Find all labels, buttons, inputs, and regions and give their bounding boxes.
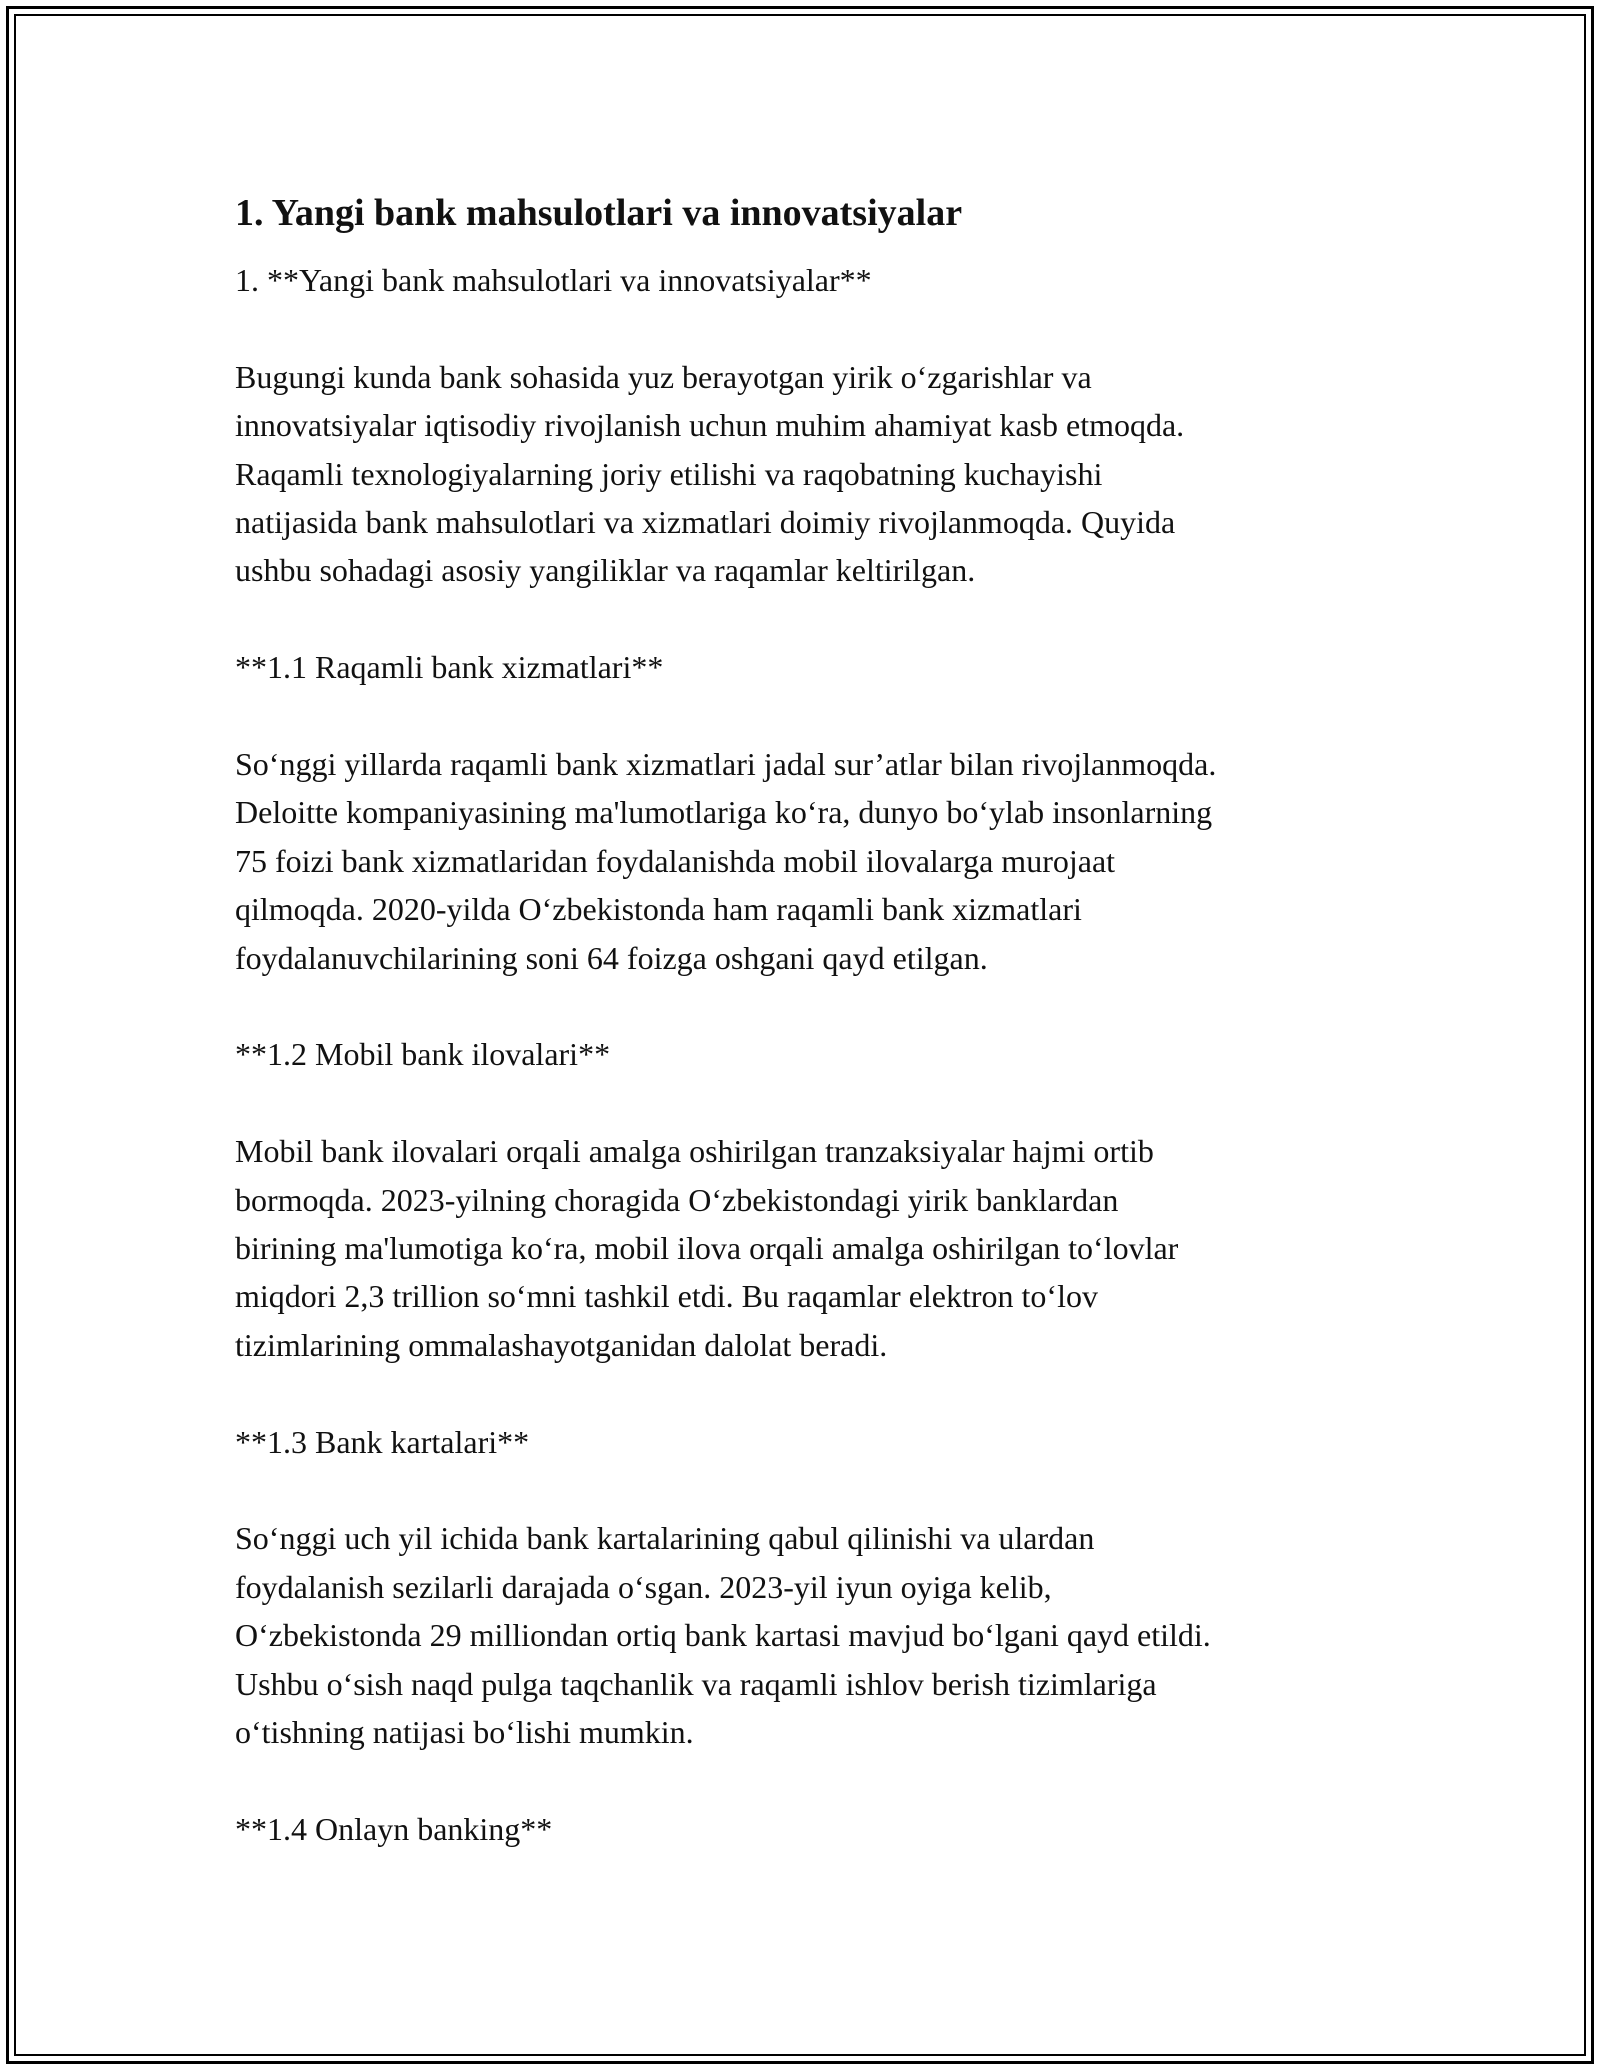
text-line: foydalanish sezilarli darajada o‘sgan. 2023-yil iyun oyiga kelib, [235,1568,1052,1605]
section-heading-1-2 [235,1030,1375,1078]
text-line: 75 foizi bank xizmatlaridan foydalanishda mobil ilovalarga murojaat [235,842,1116,879]
text-line: **1.4 Onlayn banking** [235,1810,553,1847]
section-heading-1-3 [235,1418,1375,1466]
text-line: Raqamli texnologiyalarning joriy etilishi va raqobatning kuchayishi [235,455,1103,492]
text-line: birining ma'lumotiga ko‘ra, mobil ilova orqali amalga oshirilgan to‘lovlar [235,1230,1179,1267]
text-line: 1. **Yangi bank mahsulotlari va innovatsiyalar** [235,262,872,298]
text-line: o‘tishning natijasi bo‘lishi mumkin. [235,1714,694,1751]
text-line: So‘nggi yillarda raqamli bank xizmatlari jadal sur’atlar bilan rivojlanmoqda. [235,746,1217,783]
document-body [235,186,1375,1902]
text-line: tizimlarining ommalashayotganidan dalolat beradi. [235,1326,888,1363]
paragraph-digital-services [235,740,1375,982]
text-line: So‘nggi uch yil ichida bank kartalarining qabul qilinishi va ulardan [235,1520,1095,1557]
section-heading-1-1 [235,643,1375,691]
text-line: **1.2 Mobil bank ilovalari** [235,1036,611,1073]
text-line: qilmoqda. 2020-yilda O‘zbekistonda ham raqamli bank xizmatlari [235,891,1082,928]
text-line: bormoqda. 2023-yilning choragida O‘zbekistondagi yirik banklardan [235,1181,1119,1218]
paragraph-bank-cards [235,1514,1375,1756]
text-line: natijasida bank mahsulotlari va xizmatlari doimiy rivojlanmoqda. Quyida [235,504,1176,541]
text-line: foydalanuvchilarining soni 64 foizga oshgani qayd etilgan. [235,939,988,976]
page-title: 1. Yangi bank mahsulotlari va innovatsiyalar [235,192,963,234]
text-line: Deloitte kompaniyasining ma'lumotlariga ko‘ra, dunyo bo‘ylab insonlarning [235,794,1213,831]
paragraph-intro [235,353,1375,595]
text-line: **1.3 Bank kartalari** [235,1423,530,1460]
heading-numbered [235,256,1375,304]
text-line: Bugungi kunda bank sohasida yuz berayotgan yirik o‘zgarishlar va [235,358,1092,395]
text-line: ushbu sohadagi asosiy yangiliklar va raqamlar keltirilgan. [235,552,976,589]
text-line: innovatsiyalar iqtisodiy rivojlanish uchun muhim ahamiyat kasb etmoqda. [235,407,1185,444]
text-line: Ushbu o‘sish naqd pulga taqchanlik va raqamli ishlov berish tizimlariga [235,1665,1157,1702]
text-line: miqdori 2,3 trillion so‘mni tashkil etdi. Bu raqamlar elektron to‘lov [235,1278,1098,1315]
text-line: **1.1 Raqamli bank xizmatlari** [235,649,664,686]
section-heading-1-4 [235,1805,1375,1853]
text-line: Mobil bank ilovalari orqali amalga oshirilgan tranzaksiyalar hajmi ortib [235,1133,1154,1170]
paragraph-mobile-apps [235,1127,1375,1369]
text-line: O‘zbekistonda 29 milliondan ortiq bank kartasi mavjud bo‘lgani qayd etildi. [235,1617,1211,1654]
